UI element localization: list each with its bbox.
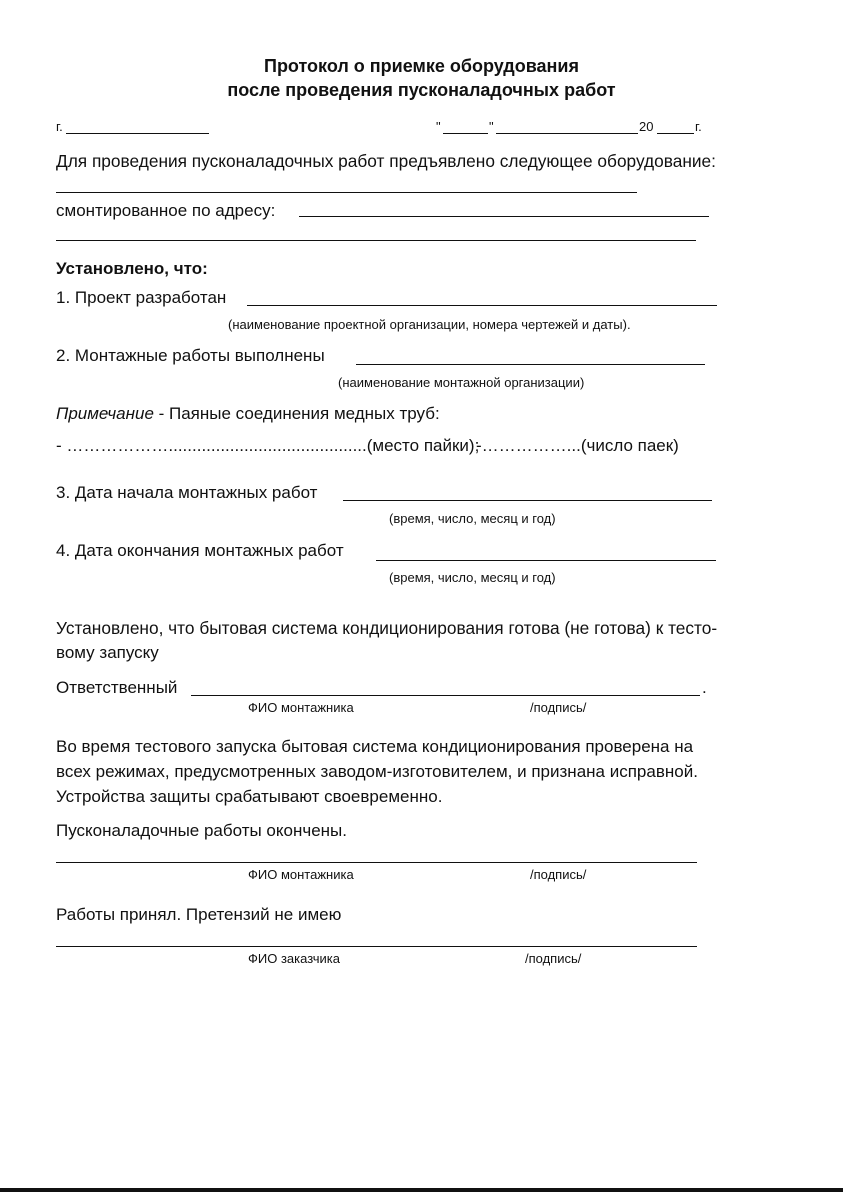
responsible-signature-hint: /подпись/ [530, 700, 587, 715]
equipment-intro: Для проведения пусконаладочных работ предъявлено следующее оборудование: [56, 151, 716, 171]
equipment-field-line[interactable] [56, 192, 637, 193]
document-title-line1: Протокол о приемке оборудования [264, 56, 579, 76]
item1-label: 1. Проект разработан [56, 288, 227, 307]
address-label: смонтированное по адресу: [56, 201, 276, 220]
item3-label: 3. Дата начала монтажных работ [56, 483, 318, 502]
completion-signature-hint: /подпись/ [530, 867, 587, 882]
completion-fio-hint: ФИО монтажника [248, 867, 354, 882]
established-heading: Установлено, что: [56, 259, 208, 278]
test-line3: Устройства защиты срабатывают своевременно. [56, 787, 443, 806]
item1-hint: (наименование проектной организации, номера чертежей и даты). [228, 317, 631, 332]
city-prefix: г. [56, 119, 63, 134]
item3-field-line[interactable] [343, 500, 712, 501]
test-line1: Во время тестового запуска бытовая система кондиционирования проверена на [56, 737, 694, 756]
acceptance-fio-hint: ФИО заказчика [248, 951, 340, 966]
note-text: - Паяные соединения медных труб: [153, 404, 440, 423]
note-line [56, 404, 440, 424]
readiness-line1: Установлено, что бытовая система кондиционирования готова (не готова) к тесто- [56, 618, 718, 638]
item2-field-line[interactable] [356, 364, 705, 365]
year-suffix: г. [695, 119, 702, 134]
completion-field-line[interactable] [56, 862, 697, 863]
document-title-line2: после проведения пусконаладочных работ [227, 80, 616, 100]
test-line2: всех режимах, предусмотренных заводом-изготовителем, и признана исправной. [56, 762, 698, 781]
note-label: Примечание [56, 404, 154, 423]
acceptance-signature-hint: /подпись/ [525, 951, 582, 966]
acceptance-text: Работы принял. Претензий не имею [56, 905, 342, 924]
item3-hint: (время, число, месяц и год) [389, 511, 556, 526]
solder-count-line: -……………...(число паек) [476, 436, 679, 455]
completion-text: Пусконаладочные работы окончены. [56, 821, 347, 840]
readiness-line2: вому запуску [56, 643, 159, 662]
acceptance-field-line[interactable] [56, 946, 697, 947]
address-field-line[interactable] [299, 216, 709, 217]
item2-label: 2. Монтажные работы выполнены [56, 346, 325, 365]
address-field-line-2[interactable] [56, 240, 696, 241]
month-field-line[interactable] [496, 133, 638, 134]
item4-label: 4. Дата окончания монтажных работ [56, 541, 344, 560]
year-field-line[interactable] [657, 133, 694, 134]
year-prefix: 20 [639, 119, 654, 134]
item4-field-line[interactable] [376, 560, 716, 561]
city-field-line[interactable] [66, 133, 209, 134]
page-bottom-edge [0, 1188, 843, 1192]
responsible-fio-hint: ФИО монтажника [248, 700, 354, 715]
item1-field-line[interactable] [247, 305, 717, 306]
responsible-label: Ответственный [56, 678, 178, 697]
solder-place-line: - ………………..........................................(место пайки); [56, 436, 480, 455]
quote-open: " [436, 119, 441, 134]
quote-close: " [489, 119, 494, 134]
item4-hint: (время, число, месяц и год) [389, 570, 556, 585]
responsible-end: . [702, 678, 707, 697]
day-field-line[interactable] [443, 133, 488, 134]
responsible-field-line[interactable] [191, 695, 700, 696]
item2-hint: (наименование монтажной организации) [338, 375, 585, 390]
